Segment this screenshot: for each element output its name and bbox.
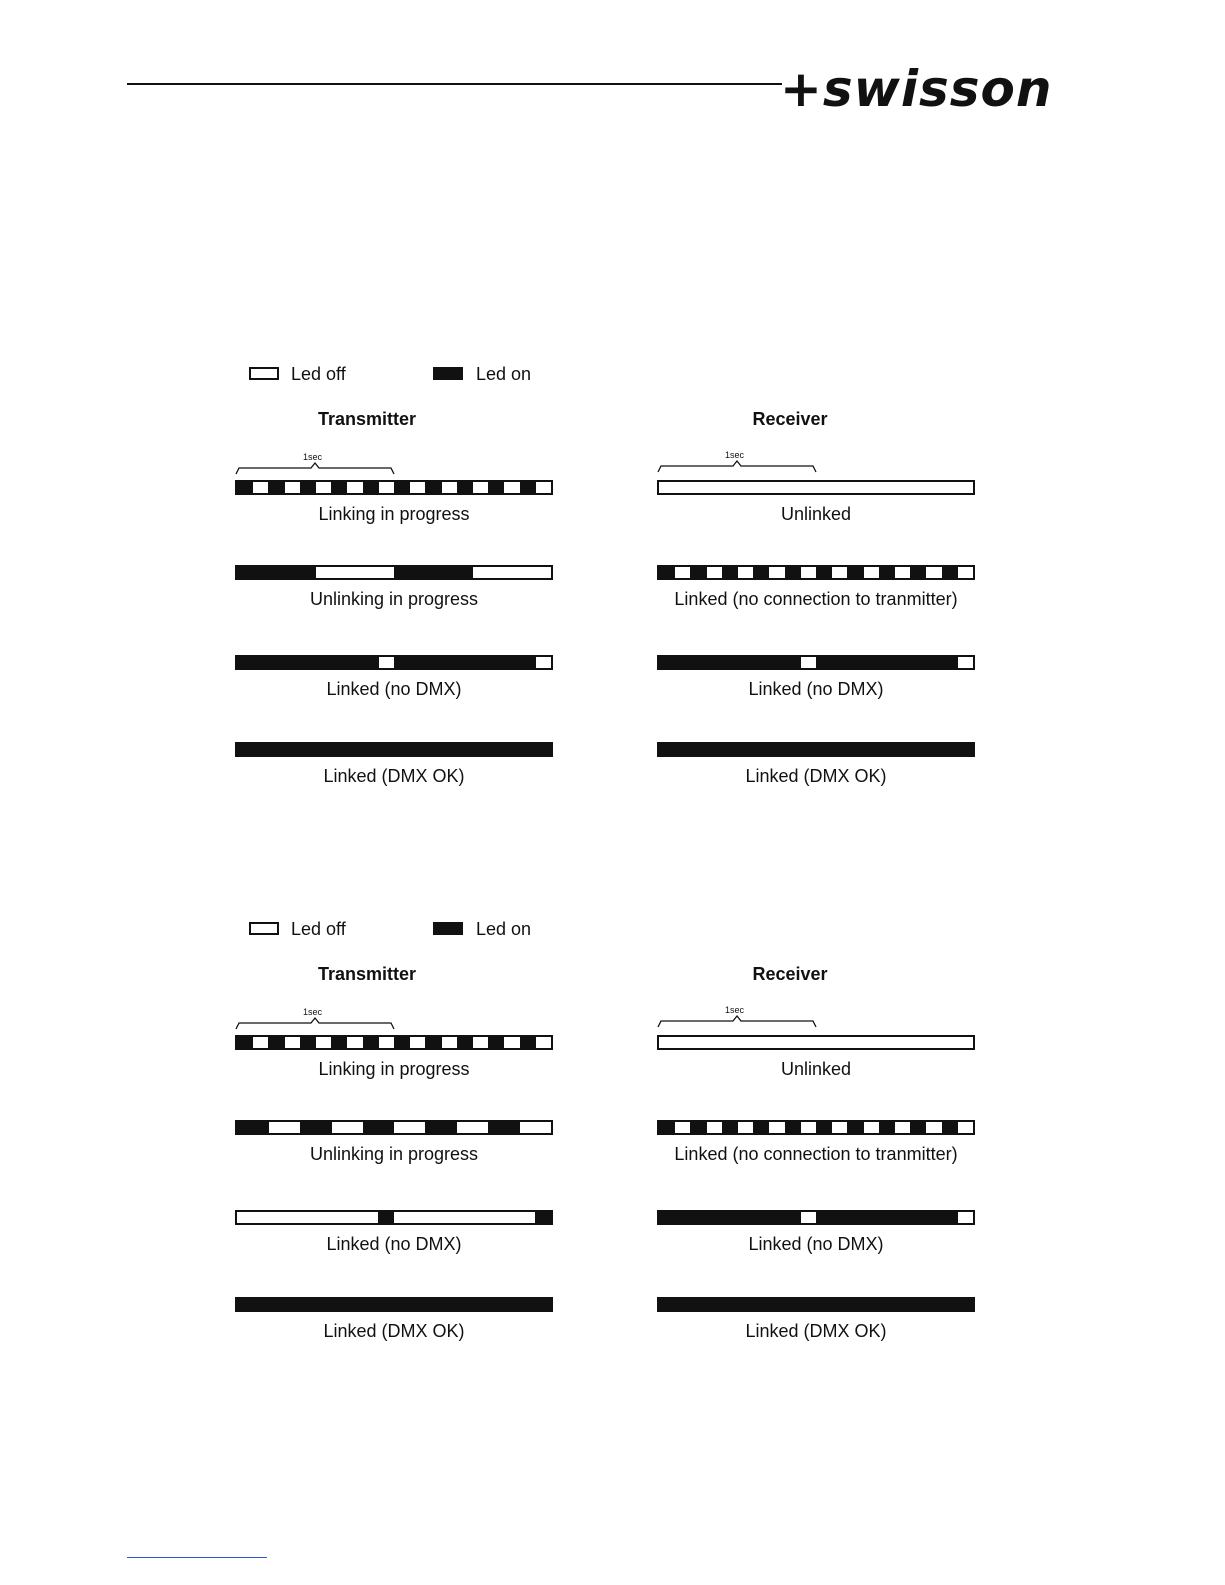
led-on-segment	[706, 657, 722, 668]
led-pattern-bar	[657, 1120, 975, 1135]
state-caption: Linked (no connection to tranmitter)	[674, 1144, 958, 1164]
led-pattern-bar	[657, 655, 975, 670]
led-pattern-bar	[235, 655, 553, 670]
led-on-segment	[879, 567, 895, 578]
led-on-segment	[488, 1037, 504, 1048]
led-on-segment	[785, 1122, 801, 1133]
led-on-segment	[488, 482, 504, 493]
led-on-segment	[237, 567, 316, 578]
led-on-segment	[268, 657, 284, 668]
led-on-segment	[425, 657, 441, 668]
led-on-segment	[863, 657, 879, 668]
led-on-segment	[816, 567, 832, 578]
led-on-segment	[520, 482, 536, 493]
led-on-segment	[910, 567, 926, 578]
state-caption: Linked (no DMX)	[326, 679, 462, 699]
led-on-segment	[675, 657, 691, 668]
column-title-receiver: Receiver	[752, 409, 828, 429]
led-on-segment	[363, 657, 379, 668]
led-on-segment	[910, 1122, 926, 1133]
state-caption: Linked (DMX OK)	[323, 1321, 465, 1341]
led-on-segment	[722, 1122, 738, 1133]
led-on-segment	[659, 744, 974, 755]
led-on-segment	[473, 657, 489, 668]
state-caption: Linked (no DMX)	[326, 1234, 462, 1254]
led-on-segment	[910, 1212, 926, 1223]
led-on-segment	[394, 1037, 410, 1048]
legend-led-on-label: Led on	[476, 919, 532, 939]
led-on-segment	[410, 657, 426, 668]
legend-led-off-label: Led off	[291, 919, 346, 939]
state-caption: Linked (DMX OK)	[745, 1321, 887, 1341]
led-on-segment	[378, 1212, 394, 1223]
led-pattern-bar	[657, 565, 975, 580]
led-on-segment	[879, 1122, 895, 1133]
led-on-segment	[738, 657, 754, 668]
led-on-segment	[690, 567, 706, 578]
state-caption: Unlinked	[780, 504, 852, 524]
led-on-segment	[488, 1122, 520, 1133]
led-on-segment	[268, 482, 284, 493]
led-diagram-section	[0, 910, 1225, 1380]
led-on-segment	[425, 482, 441, 493]
led-pattern-bar	[235, 480, 553, 495]
led-on-segment	[237, 1299, 552, 1310]
led-on-segment	[659, 657, 675, 668]
one-second-label: 1sec	[725, 450, 745, 460]
state-caption: Unlinking in progress	[309, 1144, 479, 1164]
led-on-segment	[520, 1037, 536, 1048]
led-on-segment	[363, 1122, 395, 1133]
led-on-segment	[394, 567, 473, 578]
led-on-segment	[659, 1122, 675, 1133]
state-caption: Linked (no DMX)	[748, 1234, 884, 1254]
led-on-segment	[847, 567, 863, 578]
led-on-segment	[237, 1037, 253, 1048]
led-pattern-bar	[235, 565, 553, 580]
led-on-segment	[847, 1122, 863, 1133]
state-caption: Unlinking in progress	[309, 589, 479, 609]
led-pattern-bar	[657, 480, 975, 495]
led-on-segment	[253, 657, 269, 668]
led-pattern-bar	[235, 1035, 553, 1050]
led-on-segment	[738, 1212, 754, 1223]
led-on-segment	[753, 1212, 769, 1223]
legend-led-off-label: Led off	[291, 364, 346, 384]
led-pattern-bar	[657, 1210, 975, 1225]
led-on-segment	[942, 657, 958, 668]
led-on-segment	[675, 1212, 691, 1223]
column-title-transmitter: Transmitter	[317, 409, 417, 429]
led-on-segment	[504, 657, 520, 668]
legend-led-on-label: Led on	[476, 364, 532, 384]
legend-led-on-swatch	[433, 367, 463, 380]
led-on-segment	[942, 1212, 958, 1223]
led-on-segment	[879, 657, 895, 668]
led-on-segment	[237, 1122, 269, 1133]
column-title-transmitter: Transmitter	[317, 964, 417, 984]
led-pattern-bar	[235, 1210, 553, 1225]
led-on-segment	[816, 1212, 832, 1223]
footer-link-underline	[127, 1557, 267, 1558]
header-rule	[127, 83, 782, 85]
led-on-segment	[457, 1037, 473, 1048]
led-on-segment	[706, 1212, 722, 1223]
led-on-segment	[284, 657, 300, 668]
led-on-segment	[394, 657, 410, 668]
led-on-segment	[425, 1037, 441, 1048]
led-on-segment	[785, 657, 801, 668]
state-caption: Unlinked	[780, 1059, 852, 1079]
led-on-segment	[331, 1037, 347, 1048]
led-on-segment	[690, 1212, 706, 1223]
led-on-segment	[316, 657, 332, 668]
legend-led-on-swatch	[433, 922, 463, 935]
led-on-segment	[659, 1212, 675, 1223]
led-on-segment	[300, 482, 316, 493]
led-on-segment	[832, 1212, 848, 1223]
led-on-segment	[847, 1212, 863, 1223]
led-on-segment	[300, 1037, 316, 1048]
led-on-segment	[910, 657, 926, 668]
led-on-segment	[926, 1212, 942, 1223]
one-second-label: 1sec	[303, 452, 323, 462]
led-on-segment	[457, 482, 473, 493]
led-on-segment	[300, 1122, 332, 1133]
legend-led-off-swatch	[249, 922, 279, 935]
led-on-segment	[331, 482, 347, 493]
led-on-segment	[363, 482, 379, 493]
led-on-segment	[237, 657, 253, 668]
led-on-segment	[520, 657, 536, 668]
led-on-segment	[690, 1122, 706, 1133]
led-on-segment	[753, 657, 769, 668]
state-caption: Linking in progress	[318, 1059, 470, 1079]
led-on-segment	[895, 657, 911, 668]
led-on-segment	[785, 1212, 801, 1223]
state-caption: Linked (no DMX)	[748, 679, 884, 699]
state-caption: Linking in progress	[318, 504, 470, 524]
led-pattern-bar	[657, 742, 975, 757]
led-on-segment	[659, 567, 675, 578]
led-on-segment	[722, 567, 738, 578]
led-on-segment	[535, 1212, 551, 1223]
state-caption: Linked (DMX OK)	[745, 766, 887, 786]
led-on-segment	[722, 1212, 738, 1223]
led-on-segment	[300, 657, 316, 668]
led-diagram-section	[0, 355, 1225, 825]
logo-text: +swisson	[780, 60, 1053, 118]
led-on-segment	[331, 657, 347, 668]
led-on-segment	[722, 657, 738, 668]
led-on-segment	[441, 657, 457, 668]
led-on-segment	[895, 1212, 911, 1223]
led-on-segment	[942, 1122, 958, 1133]
led-on-segment	[753, 567, 769, 578]
column-title-receiver: Receiver	[752, 964, 828, 984]
one-second-label: 1sec	[303, 1007, 323, 1017]
led-on-segment	[457, 657, 473, 668]
state-caption: Linked (DMX OK)	[323, 766, 465, 786]
led-on-segment	[816, 657, 832, 668]
legend-led-off-swatch	[249, 367, 279, 380]
led-pattern-bar	[657, 1035, 975, 1050]
led-on-segment	[363, 1037, 379, 1048]
led-on-segment	[832, 657, 848, 668]
led-on-segment	[237, 744, 552, 755]
led-on-segment	[394, 482, 410, 493]
led-on-segment	[879, 1212, 895, 1223]
led-on-segment	[847, 657, 863, 668]
led-on-segment	[268, 1037, 284, 1048]
led-on-segment	[690, 657, 706, 668]
led-pattern-bar	[657, 1297, 975, 1312]
state-caption: Linked (no connection to tranmitter)	[674, 589, 958, 609]
led-on-segment	[863, 1212, 879, 1223]
led-on-segment	[816, 1122, 832, 1133]
led-on-segment	[769, 657, 785, 668]
led-on-segment	[769, 1212, 785, 1223]
one-second-label: 1sec	[725, 1005, 745, 1015]
led-pattern-bar	[235, 1120, 553, 1135]
swisson-logo	[780, 60, 1080, 118]
led-pattern-bar	[235, 1297, 553, 1312]
led-on-segment	[942, 567, 958, 578]
led-on-segment	[753, 1122, 769, 1133]
led-on-segment	[659, 1299, 974, 1310]
led-on-segment	[237, 482, 253, 493]
led-on-segment	[785, 567, 801, 578]
led-on-segment	[926, 657, 942, 668]
led-on-segment	[347, 657, 363, 668]
led-on-segment	[425, 1122, 457, 1133]
led-pattern-bar	[235, 742, 553, 757]
led-on-segment	[488, 657, 504, 668]
